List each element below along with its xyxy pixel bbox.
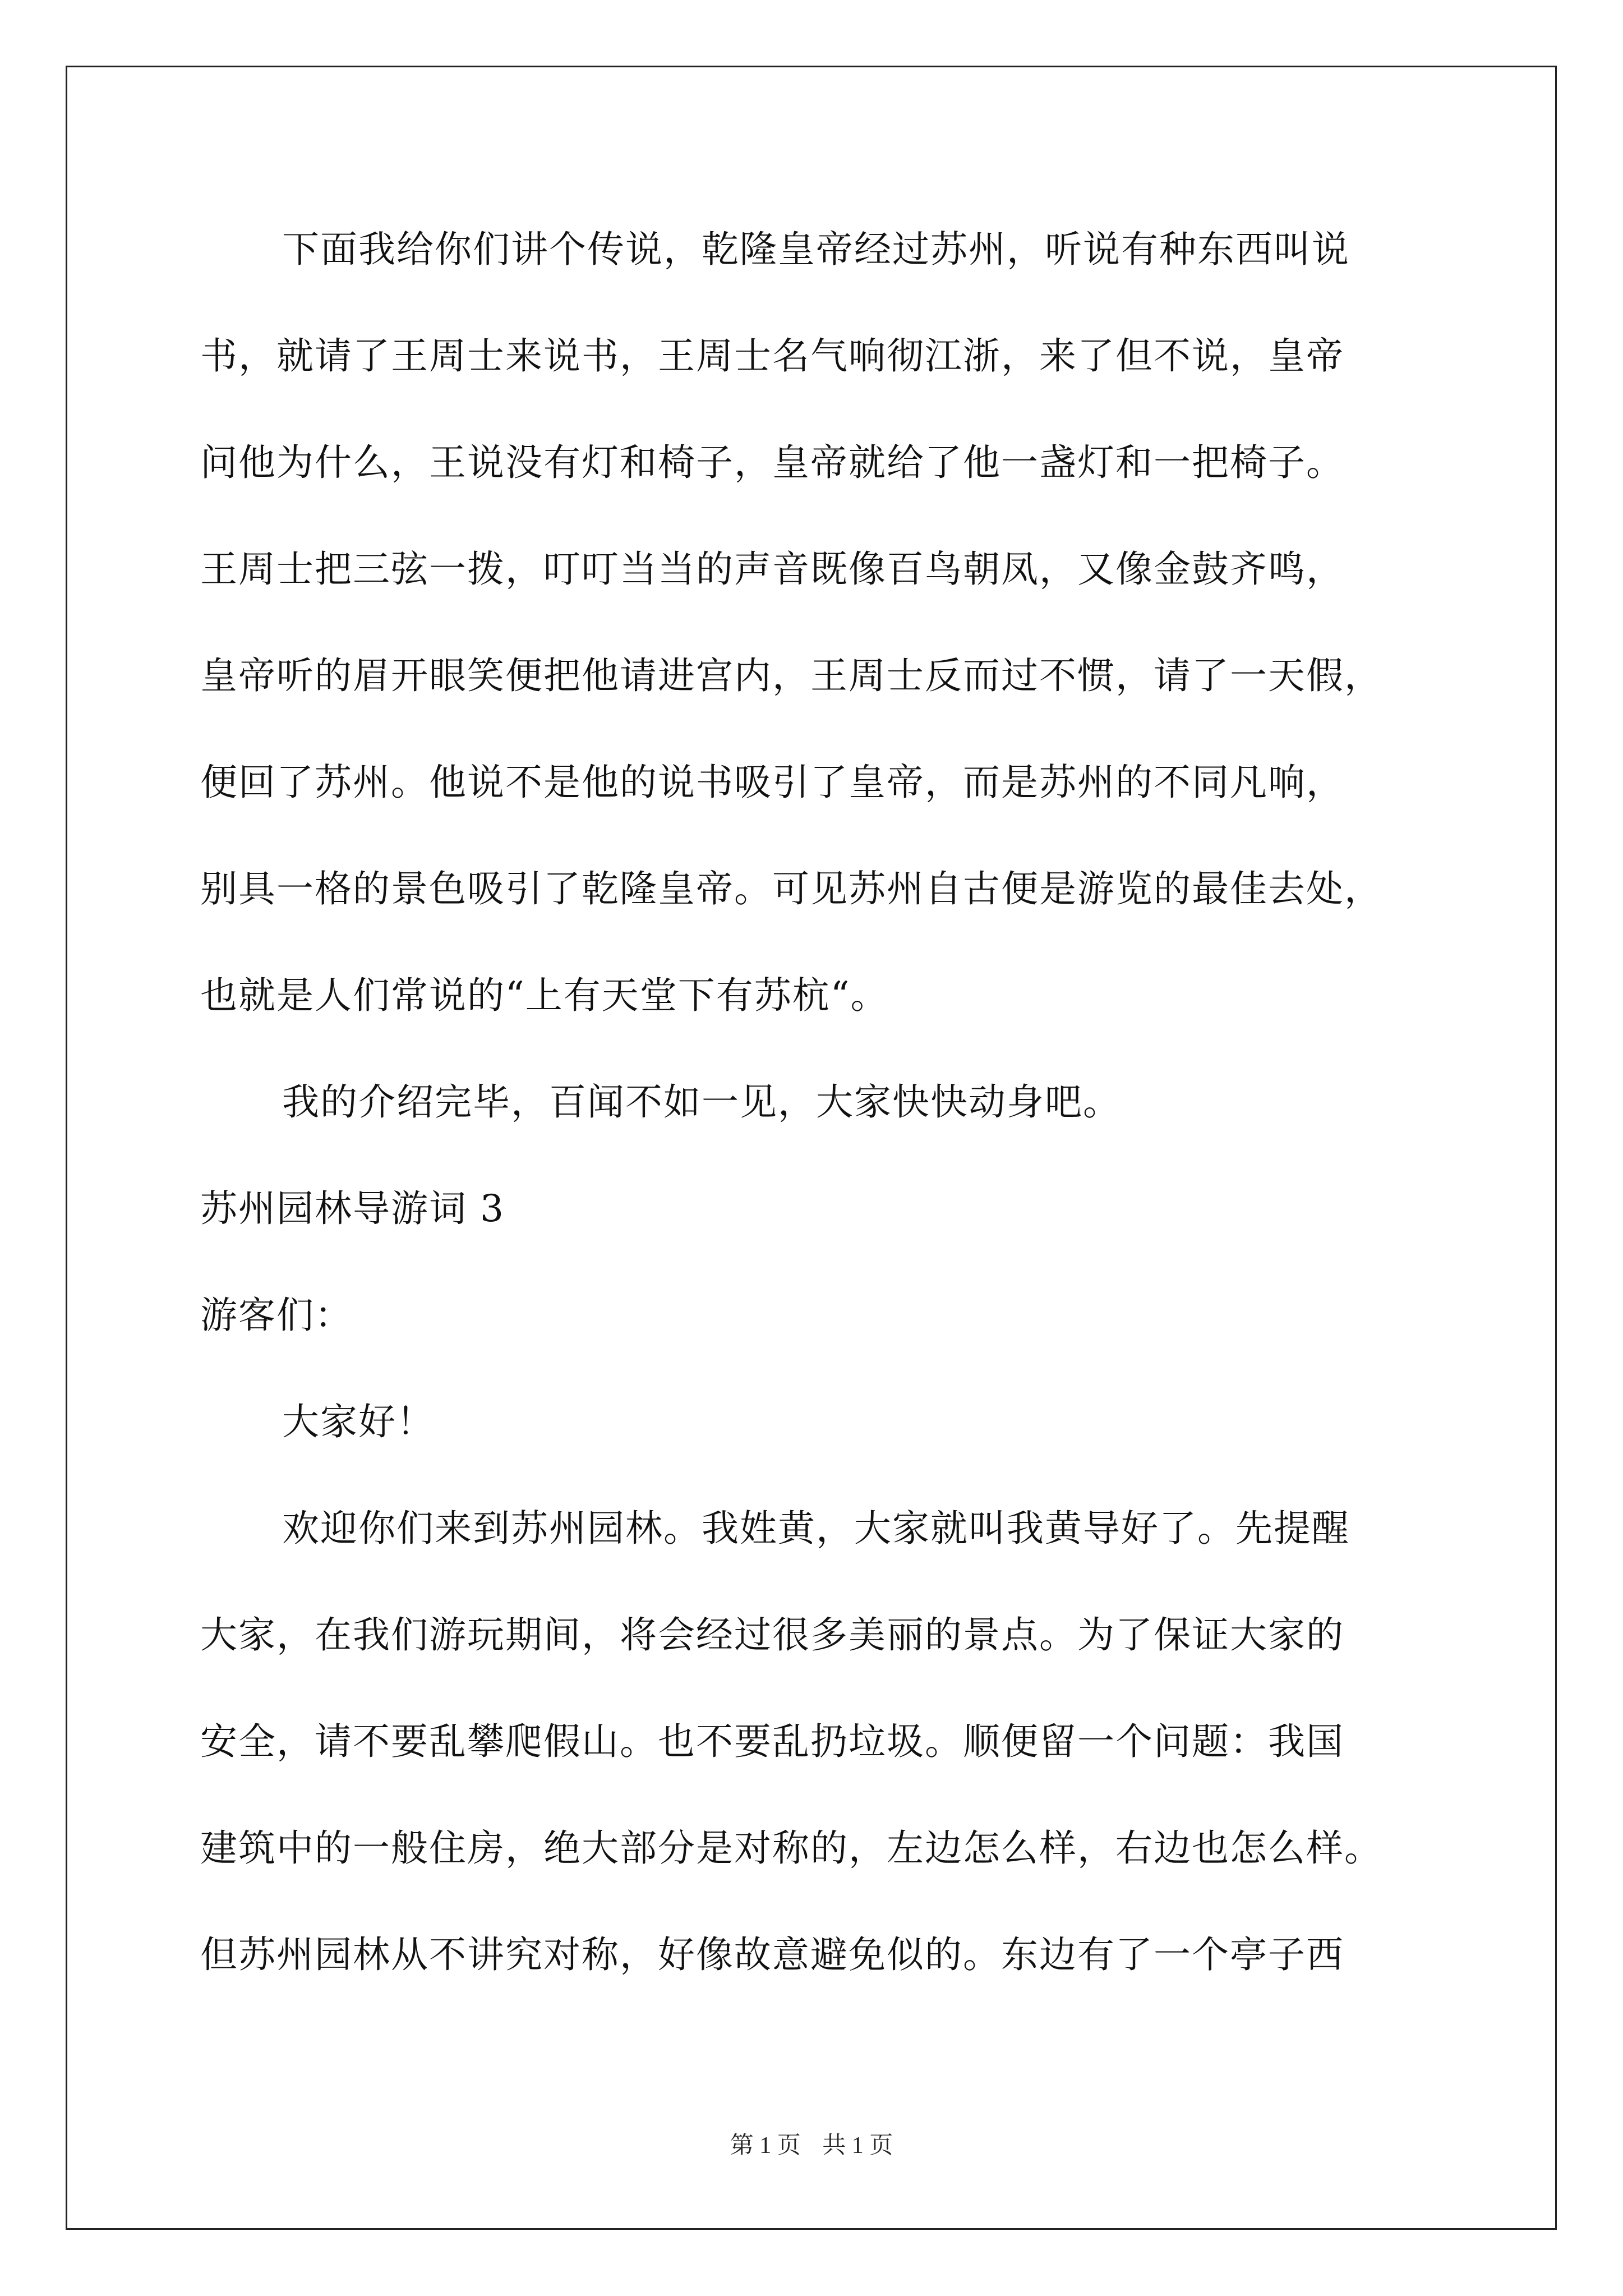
text-line: 建筑中的一般住房，绝大部分是对称的，左边怎么样，右边也怎么样。 — [200, 1826, 1382, 1870]
text-line: 下面我给你们讲个传说，乾隆皇帝经过苏州，听说有种东西叫说 — [282, 228, 1350, 271]
page-footer — [0, 2129, 1623, 2162]
document-body — [200, 213, 1434, 2025]
text-line: 欢迎你们来到苏州园林。我姓黄，大家就叫我黄导好了。先提醒 — [282, 1507, 1350, 1550]
page-number: 第 1 页 — [730, 2133, 801, 2159]
page-total: 共 1 页 — [822, 2133, 893, 2159]
text-line: 王周士把三弦一拨，叮叮当当的声音既像百鸟朝凤，又像金鼓齐鸣， — [200, 547, 1344, 591]
text-line: 便回了苏州。他说不是他的说书吸引了皇帝，而是苏州的不同凡响， — [200, 761, 1344, 804]
text-line: 大家，在我们游玩期间，将会经过很多美丽的景点。为了保证大家的 — [200, 1613, 1344, 1657]
text-line: 书，就请了王周士来说书，王周士名气响彻江浙，来了但不说，皇帝 — [200, 334, 1344, 378]
text-line: 问他为什么，王说没有灯和椅子，皇帝就给了他一盏灯和一把椅子。 — [200, 441, 1344, 484]
text-line: 我的介绍完毕，百闻不如一见，大家快快动身吧。 — [282, 1080, 1121, 1124]
text-line: 游客们： — [200, 1294, 353, 1337]
text-line: 安全，请不要乱攀爬假山。也不要乱扔垃圾。顺便留一个问题：我国 — [200, 1720, 1344, 1763]
text-line: 别具一格的景色吸引了乾隆皇帝。可见苏州自古便是游览的最佳去处， — [200, 867, 1382, 910]
text-line: 也就是人们常说的“上有天堂下有苏杭“。 — [200, 974, 889, 1017]
text-line: 但苏州园林从不讲究对称，好像故意避免似的。东边有了一个亭子西 — [200, 1933, 1344, 1976]
text-line: 大家好！ — [282, 1400, 435, 1443]
section-heading: 苏州园林导游词 3 — [200, 1187, 505, 1230]
text-line: 皇帝听的眉开眼笑便把他请进宫内，王周士反而过不惯，请了一天假， — [200, 654, 1382, 697]
